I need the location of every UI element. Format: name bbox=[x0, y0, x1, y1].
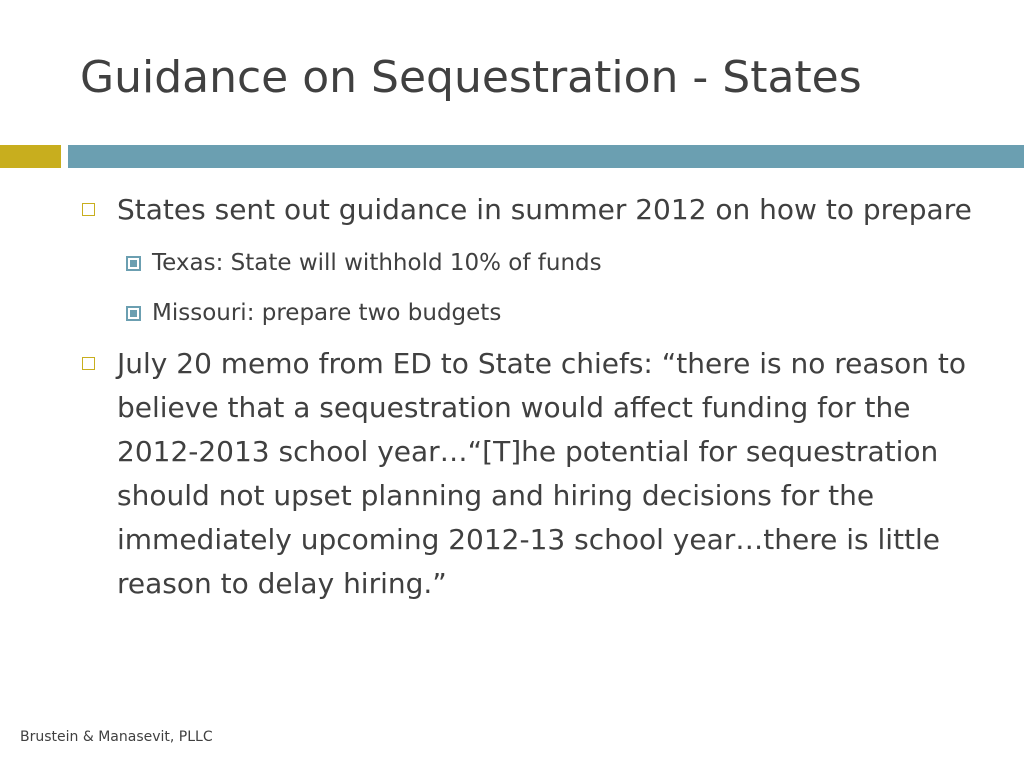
sub-bullet-text: Missouri: prepare two budgets bbox=[152, 300, 502, 326]
sub-bullet-item-2 bbox=[82, 288, 982, 338]
teal-accent-bar bbox=[68, 145, 1024, 168]
sub-bullet-text: Texas: State will withhold 10% of funds bbox=[152, 250, 602, 276]
footer-text: Brustein & Manasevit, PLLC bbox=[20, 729, 213, 745]
hollow-square-icon bbox=[82, 357, 95, 370]
bullet-item-2 bbox=[82, 342, 982, 606]
hollow-square-icon bbox=[82, 203, 95, 216]
sub-bullet-list bbox=[82, 238, 982, 338]
slide-title: Guidance on Sequestration - States bbox=[80, 52, 862, 103]
filled-square-icon bbox=[126, 256, 141, 271]
bullet-text: July 20 memo from ED to State chiefs: “there is no reason to believe that a sequestration would affect funding for the 2012-2013 school year…“[T]he potential for sequestration should not upset planning and hiring decisions for the immediately upcoming 2012-13 school year…there is little reason to delay hiring.” bbox=[117, 347, 967, 600]
slide-content bbox=[82, 188, 982, 606]
bullet-item-1 bbox=[82, 188, 982, 232]
filled-square-icon bbox=[126, 306, 141, 321]
gold-accent-bar bbox=[0, 145, 61, 168]
sub-bullet-item-1 bbox=[82, 238, 982, 288]
bullet-text: States sent out guidance in summer 2012 on how to prepare bbox=[117, 193, 972, 226]
